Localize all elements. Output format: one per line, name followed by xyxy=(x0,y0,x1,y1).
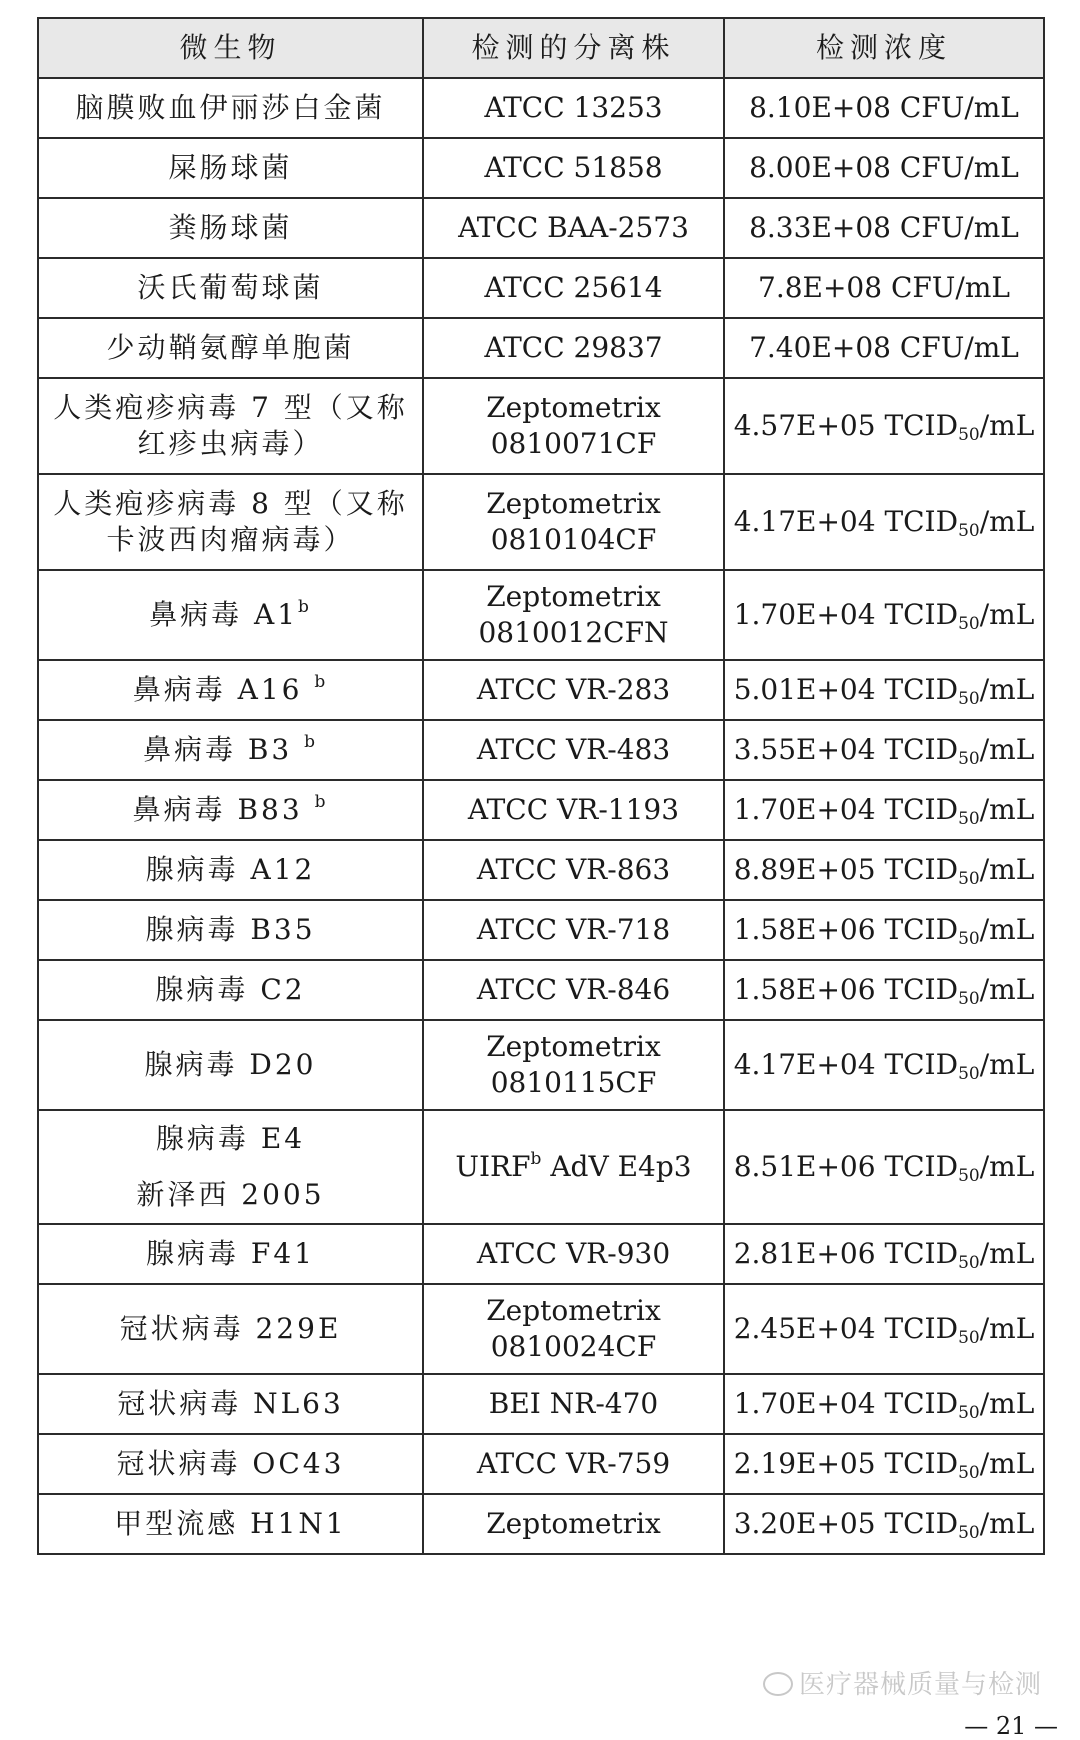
table-row xyxy=(38,900,1044,960)
conc-unit: /mL xyxy=(979,1150,1035,1183)
table-row xyxy=(38,78,1044,138)
strain-cell xyxy=(423,1284,724,1374)
concentration-cell xyxy=(724,660,1044,720)
organism-cell: 冠状病毒 NL63 xyxy=(38,1374,423,1434)
conc-unit: /mL xyxy=(979,1507,1035,1540)
conc-subscript: 50 xyxy=(958,1463,980,1483)
table-row xyxy=(38,198,1044,258)
strain-cell xyxy=(423,570,724,660)
strain-line: Zeptometrix xyxy=(486,1030,661,1063)
concentration-cell: 8.00E+08 CFU/mL xyxy=(724,138,1044,198)
conc-unit: /mL xyxy=(979,973,1035,1006)
strain-cell: ATCC VR-846 xyxy=(423,960,724,1020)
table-row xyxy=(38,258,1044,318)
table-row xyxy=(38,1110,1044,1224)
concentration-cell xyxy=(724,1434,1044,1494)
conc-value: 4.57E+05 TCID xyxy=(733,409,959,442)
strain-cell: Zeptometrix xyxy=(423,1494,724,1554)
organism-name: 鼻病毒 A16 xyxy=(132,673,303,706)
table-row xyxy=(38,474,1044,570)
conc-value: 8.51E+06 TCID xyxy=(733,1150,959,1183)
conc-value: 1.70E+04 TCID xyxy=(733,598,959,631)
concentration-cell xyxy=(724,1374,1044,1434)
conc-subscript: 50 xyxy=(958,1166,980,1186)
footnote-marker: b xyxy=(314,792,329,812)
strain-cell: ATCC VR-483 xyxy=(423,720,724,780)
strain-cell: ATCC VR-930 xyxy=(423,1224,724,1284)
conc-value: 4.17E+04 TCID xyxy=(733,505,959,538)
table-row xyxy=(38,960,1044,1020)
concentration-cell xyxy=(724,474,1044,570)
table-row xyxy=(38,1020,1044,1110)
conc-subscript: 50 xyxy=(958,1403,980,1423)
strain-text: UIRF xyxy=(455,1150,531,1183)
strain-cell: BEI NR-470 xyxy=(423,1374,724,1434)
footnote-marker: b xyxy=(304,732,319,752)
conc-unit: /mL xyxy=(979,793,1035,826)
concentration-cell: 7.40E+08 CFU/mL xyxy=(724,318,1044,378)
concentration-cell xyxy=(724,570,1044,660)
conc-unit: /mL xyxy=(979,1048,1035,1081)
concentration-cell: 7.8E+08 CFU/mL xyxy=(724,258,1044,318)
strain-text: AdV E4p3 xyxy=(541,1150,692,1183)
table-row xyxy=(38,1434,1044,1494)
conc-unit: /mL xyxy=(979,1312,1035,1345)
table-row xyxy=(38,840,1044,900)
organism-cell: 腺病毒 D20 xyxy=(38,1020,423,1110)
table-row xyxy=(38,780,1044,840)
conc-subscript: 50 xyxy=(958,869,980,889)
conc-value: 1.58E+06 TCID xyxy=(733,913,959,946)
concentration-cell xyxy=(724,1494,1044,1554)
conc-unit: /mL xyxy=(979,1447,1035,1480)
conc-subscript: 50 xyxy=(958,749,980,769)
organism-cell: 冠状病毒 229E xyxy=(38,1284,423,1374)
header-organism: 微生物 xyxy=(38,18,423,78)
strain-line: 0810115CF xyxy=(490,1066,657,1099)
conc-unit: /mL xyxy=(979,733,1035,766)
strain-cell xyxy=(423,1020,724,1110)
table-row xyxy=(38,318,1044,378)
organism-line: 红疹虫病毒） xyxy=(137,427,324,460)
strain-cell: ATCC 29837 xyxy=(423,318,724,378)
conc-subscript: 50 xyxy=(958,1064,980,1084)
conc-unit: /mL xyxy=(979,598,1035,631)
strain-cell: ATCC VR-863 xyxy=(423,840,724,900)
strain-line: 0810071CF xyxy=(490,427,657,460)
watermark-text: 医疗器械质量与检测 xyxy=(798,1670,1042,1700)
organism-cell: 腺病毒 C2 xyxy=(38,960,423,1020)
concentration-cell xyxy=(724,720,1044,780)
organism-line: 人类疱疹病毒 7 型（又称 xyxy=(53,391,408,424)
strain-cell: ATCC BAA-2573 xyxy=(423,198,724,258)
organism-cell: 沃氏葡萄球菌 xyxy=(38,258,423,318)
conc-unit: /mL xyxy=(979,1237,1035,1270)
conc-subscript: 50 xyxy=(958,1253,980,1273)
organism-cell xyxy=(38,570,423,660)
organism-cell: 腺病毒 A12 xyxy=(38,840,423,900)
conc-value: 3.20E+05 TCID xyxy=(733,1507,959,1540)
conc-value: 1.70E+04 TCID xyxy=(733,793,959,826)
conc-value: 5.01E+04 TCID xyxy=(733,673,959,706)
concentration-cell xyxy=(724,378,1044,474)
conc-subscript: 50 xyxy=(958,521,980,541)
strain-cell: ATCC VR-1193 xyxy=(423,780,724,840)
concentration-cell xyxy=(724,840,1044,900)
strain-cell: ATCC VR-718 xyxy=(423,900,724,960)
organism-cell xyxy=(38,378,423,474)
organism-name: 鼻病毒 B83 xyxy=(132,793,303,826)
table-row xyxy=(38,720,1044,780)
strain-cell xyxy=(423,474,724,570)
organism-line: 人类疱疹病毒 8 型（又称 xyxy=(53,487,408,520)
table-row xyxy=(38,570,1044,660)
table-row xyxy=(38,1374,1044,1434)
conc-value: 4.17E+04 TCID xyxy=(733,1048,959,1081)
conc-value: 2.19E+05 TCID xyxy=(733,1447,959,1480)
organism-cell: 粪肠球菌 xyxy=(38,198,423,258)
strain-line: Zeptometrix xyxy=(486,487,661,520)
conc-subscript: 50 xyxy=(958,689,980,709)
strain-line: Zeptometrix xyxy=(486,391,661,424)
concentration-cell xyxy=(724,1224,1044,1284)
strain-line: Zeptometrix xyxy=(486,1294,661,1327)
strain-cell xyxy=(423,378,724,474)
conc-unit: /mL xyxy=(979,913,1035,946)
footnote-marker: b xyxy=(298,597,312,617)
strain-cell: ATCC VR-283 xyxy=(423,660,724,720)
organism-cell: 腺病毒 F41 xyxy=(38,1224,423,1284)
organism-cell xyxy=(38,660,423,720)
conc-value: 8.89E+05 TCID xyxy=(733,853,959,886)
conc-value: 1.70E+04 TCID xyxy=(733,1387,959,1420)
strain-line: 0810104CF xyxy=(490,523,657,556)
organism-cell xyxy=(38,780,423,840)
footnote-marker: b xyxy=(530,1149,542,1169)
wechat-icon xyxy=(763,1672,793,1696)
conc-subscript: 50 xyxy=(958,614,980,634)
strain-cell: ATCC 25614 xyxy=(423,258,724,318)
organism-line: 新泽西 2005 xyxy=(136,1178,325,1211)
table-row xyxy=(38,378,1044,474)
watermark xyxy=(763,1664,1042,1701)
conc-subscript: 50 xyxy=(958,1523,980,1543)
strain-line: Zeptometrix xyxy=(486,580,661,613)
conc-value: 2.81E+06 TCID xyxy=(733,1237,959,1270)
organism-name: 鼻病毒 B3 xyxy=(142,733,293,766)
conc-value: 3.55E+04 TCID xyxy=(733,733,959,766)
organism-line: 卡波西肉瘤病毒） xyxy=(106,523,355,556)
header-strain: 检测的分离株 xyxy=(423,18,724,78)
strain-cell: ATCC 51858 xyxy=(423,138,724,198)
concentration-cell xyxy=(724,960,1044,1020)
strain-cell xyxy=(423,1110,724,1224)
concentration-cell xyxy=(724,1284,1044,1374)
strain-cell: ATCC VR-759 xyxy=(423,1434,724,1494)
organism-cell: 腺病毒 B35 xyxy=(38,900,423,960)
concentration-cell xyxy=(724,1020,1044,1110)
conc-unit: /mL xyxy=(979,853,1035,886)
table-header-row xyxy=(38,18,1044,78)
organism-cell xyxy=(38,474,423,570)
organism-name: 鼻病毒 A1 xyxy=(149,598,299,631)
microorganism-table xyxy=(37,17,1045,1555)
conc-unit: /mL xyxy=(979,673,1035,706)
conc-subscript: 50 xyxy=(958,929,980,949)
concentration-cell xyxy=(724,1110,1044,1224)
organism-cell: 脑膜败血伊丽莎白金菌 xyxy=(38,78,423,138)
organism-cell: 屎肠球菌 xyxy=(38,138,423,198)
organism-cell xyxy=(38,720,423,780)
table-row xyxy=(38,660,1044,720)
concentration-cell xyxy=(724,780,1044,840)
conc-value: 1.58E+06 TCID xyxy=(733,973,959,1006)
conc-value: 2.45E+04 TCID xyxy=(733,1312,959,1345)
concentration-cell: 8.33E+08 CFU/mL xyxy=(724,198,1044,258)
table-row xyxy=(38,138,1044,198)
organism-cell: 冠状病毒 OC43 xyxy=(38,1434,423,1494)
conc-subscript: 50 xyxy=(958,989,980,1009)
concentration-cell xyxy=(724,900,1044,960)
concentration-cell: 8.10E+08 CFU/mL xyxy=(724,78,1044,138)
organism-cell: 甲型流感 H1N1 xyxy=(38,1494,423,1554)
header-concentration: 检测浓度 xyxy=(724,18,1044,78)
page-number: — 21 — xyxy=(964,1712,1058,1740)
conc-subscript: 50 xyxy=(958,809,980,829)
organism-line: 腺病毒 E4 xyxy=(155,1122,306,1155)
organism-cell: 少动鞘氨醇单胞菌 xyxy=(38,318,423,378)
strain-line: 0810024CF xyxy=(490,1330,657,1363)
strain-cell: ATCC 13253 xyxy=(423,78,724,138)
table-row xyxy=(38,1284,1044,1374)
organism-cell xyxy=(38,1110,423,1224)
strain-line: 0810012CFN xyxy=(478,616,669,649)
conc-unit: /mL xyxy=(979,505,1035,538)
table-row xyxy=(38,1224,1044,1284)
footnote-marker: b xyxy=(314,672,329,692)
conc-unit: /mL xyxy=(979,1387,1035,1420)
conc-subscript: 50 xyxy=(958,425,980,445)
table-row xyxy=(38,1494,1044,1554)
conc-unit: /mL xyxy=(979,409,1035,442)
conc-subscript: 50 xyxy=(958,1328,980,1348)
